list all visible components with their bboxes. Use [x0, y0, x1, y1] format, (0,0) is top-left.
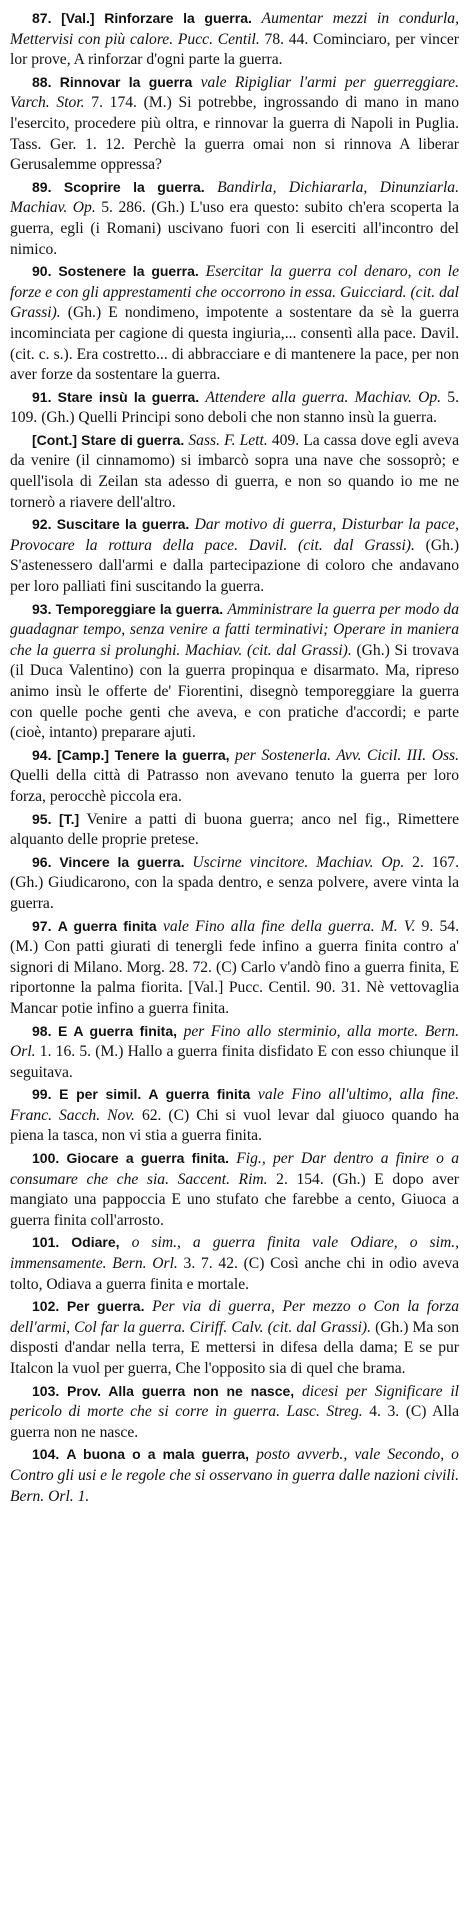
entry-number: 100.: [32, 1150, 60, 1167]
entry-91: [10, 387, 459, 429]
entry-definition: Aumentar mezzi in condurla, Mettervisi con più calore. Pucc. Centil.: [10, 10, 459, 48]
entry-citation: (Gh.) S'astenessero dall'armi e dalla partecipazione di coloro che andavano per loro palliati fini suscitando la guerra.: [10, 536, 460, 596]
entry-number: 93.: [32, 600, 52, 617]
entry-headword: Giocare a guerra finita.: [66, 1150, 230, 1167]
entry-headword: Odiare,: [71, 1234, 120, 1251]
entry-90: [10, 261, 459, 386]
entry-citation: 9. 54. (M.) Con patti giurati di tenergli fede infino a guerra finita contro a' signori di Milano. Morg. 28. 72. (C) Carlo v'andò fino a guerra finita, E riportonne la palma fiorita. [Val.] Pucc. Centil. 90. 31. Nè vettovaglia Mancar potie infino a guerra finita.: [10, 917, 459, 1017]
entry-headword: Scoprire la guerra.: [63, 178, 205, 195]
entry-definition: Attendere alla guerra. Machiav. Op.: [205, 388, 442, 406]
entry-headword: [Camp.] Tenere la guerra,: [56, 746, 230, 763]
entry-definition: o sim., a guerra finita vale Odiare, o sim., immensamente. Bern. Orl.: [10, 1234, 460, 1273]
entry-headword: Suscitare la guerra.: [56, 516, 190, 533]
entry-101: [10, 1232, 459, 1295]
entry-headword: [Val.] Rinforzare la guerra.: [61, 10, 252, 26]
entry-number: 90.: [32, 263, 52, 280]
entry-number: 91.: [32, 388, 52, 405]
entry-headword: [Cont.] Stare di guerra.: [32, 431, 185, 448]
entry-headword: Stare insù la guerra.: [57, 388, 200, 405]
entry-number: 95.: [32, 810, 52, 827]
entry-citation: (Gh.) E nondimeno, impotente a sostentare da sè la guerra incominciata per cagione di questa ingiuria,... consentì alla pace. Davil. (cit. c. s.). Era costretto... di abbracciare e di mantenere la pace, per non aver forze da sostentare la guerra.: [10, 304, 460, 384]
entry-citation: 4. 3. (C) Alla guerra non ne nasce.: [10, 1403, 460, 1441]
entry-citation: 2. 154. (Gh.) E dopo aver mangiato una pappoccia E uno stufato che farebbe a cento, Giuoca a guerra finita coll'arrosto.: [10, 1170, 459, 1229]
entry-citation: 78. 44. Cominciaro, per vincer lor prove, A rinforzar d'ogni parte la guerra.: [10, 30, 459, 69]
entry-headword: Prov. Alla guerra non ne nasce,: [67, 1382, 295, 1399]
entry-104: [10, 1444, 459, 1507]
entry-number: 103.: [32, 1382, 60, 1399]
entry-94: [10, 745, 459, 808]
entry-definition: Esercitar la guerra col denaro, con le forze e con gli apprestamenti che occorrono in essa. Guicciard. (cit. dal Grassi).: [10, 263, 459, 322]
entry-number: 102.: [32, 1298, 60, 1315]
entry-100: [10, 1148, 459, 1231]
entry-citation: 3. 7. 42. (C) Così anche chi in odio aveva tolto, Odiava a guerra finita e mortale.: [10, 1255, 459, 1293]
entry-93: [10, 599, 459, 744]
entry-96: [10, 852, 459, 915]
entry-98: [10, 1021, 459, 1084]
entry-citation: 5. 286. (Gh.) L'uso era questo: subito ch'era scoperta la guerra, egli (i Romani) uscivano fuori con li eserciti all'incontro del nimico.: [10, 199, 459, 258]
entry-definition: Fig., per Dar dentro a finire o a consumare che che sia. Saccent. Rim.: [10, 1150, 460, 1188]
entry-91-cont: [10, 430, 459, 513]
entry-number: 104.: [32, 1446, 60, 1463]
entry-definition: Bandirla, Dichiararla, Dinunziarla. Machiav. Op.: [10, 178, 460, 217]
entry-definition: vale Fino all'ultimo, alla fine. Franc. Sacch. Nov.: [10, 1086, 459, 1124]
entry-headword: [T.]: [59, 810, 80, 827]
entry-definition: vale Ripigliar l'armi per guerreggiare. Varch. Stor.: [10, 73, 459, 112]
entry-95: [10, 809, 459, 851]
entry-definition: vale Fino alla fine della guerra. M. V.: [162, 917, 416, 935]
entry-definition: dicesi per Significare il pericolo di morte che si corre in guerra. Lasc. Streg.: [10, 1382, 459, 1421]
entry-definition: per Fino allo sterminio, alla morte. Bern. Orl.: [10, 1022, 459, 1061]
entry-citation: 1. 16. 5. (M.) Hallo a guerra finita disfidato E con esso chiunque il seguitava.: [10, 1043, 459, 1081]
entry-headword: A guerra finita: [57, 917, 157, 934]
entry-103: [10, 1381, 459, 1444]
entry-99: [10, 1084, 459, 1147]
entry-number: 99.: [32, 1086, 52, 1103]
entry-citation: 62. (C) Chi si vuol levar dal giuoco quando ha piena la tasca, non vi stia a guerra finita.: [10, 1106, 459, 1145]
entry-citation: 7. 174. (M.) Si potrebbe, ingrossando di mano in mano l'esercito, procedere più oltra, e rinnovar la guerra di Napoli in Puglia. Tass. Ger. 1. 12. Perchè la guerra omai non si rinnova A liberar Gerusalemme oppressa?: [10, 94, 460, 174]
entry-headword: Sostenere la guerra.: [58, 263, 199, 280]
entry-citation: 409. La cassa dove egli aveva da venire (il cinnamomo) si imbarcò sopra una nave che sossoprò; e quell'isola di Zeilan sta adesso di guerra, e non so quando io me ne tornerò a riavere dell'altro.: [10, 431, 459, 511]
entry-headword: Per guerra.: [66, 1298, 145, 1315]
entry-headword: Temporeggiare la guerra.: [55, 600, 224, 617]
entry-88: [10, 72, 459, 176]
entry-92: [10, 514, 459, 597]
entry-number: 89.: [32, 178, 52, 195]
entry-definition: Dar motivo di guerra, Disturbar la pace, Provocare la rottura della pace. Davil. (cit. dal Grassi).: [10, 516, 459, 554]
entry-citation: Quelli della città di Patrasso non avevano tenuto la guerra per loro forza, perocchè piccola era.: [10, 767, 459, 805]
entry-citation: (Gh.) Si trovava (il Duca Valentino) con la guerra propinqua e disarmato. Ma, ripreso animo insù le offerte de' Fiorentini, disegnò temporeggiare la guerra con quelle poche genti che aveva, e con pratiche d'accordi; e parte (cioè, intanto) preparare ajuti.: [10, 641, 459, 742]
entry-citation: Venire a patti di buona guerra; anco nel fig., Rimettere alquanto delle proprie pretese.: [10, 810, 459, 849]
entry-definition: Per via di guerra, Per mezzo o Con la forza dell'armi, Col far la guerra. Ciriff. Calv. (cit. dal Grassi).: [10, 1298, 459, 1336]
entry-citation: 2. 167. (Gh.) Giudicarono, con la spada dentro, e senza polvere, avere vinta la guerra.: [10, 853, 459, 912]
entry-102: [10, 1296, 459, 1379]
entry-citation: (Gh.) Ma son disposti d'andar nella terra, E mettersi in difesa della dama; E se pur Italcon la vuol per guerra, Che l'opposito sia di quel che brama.: [10, 1318, 459, 1377]
entry-number: 97.: [32, 917, 52, 934]
entry-97: [10, 916, 459, 1020]
entry-number: 96.: [32, 853, 52, 870]
entry-headword: A buona o a mala guerra,: [66, 1446, 250, 1463]
entry-definition: posto avverb., vale Secondo, o Contro gli usi e le regole che si osservano in guerra dalle nazioni civili. Bern. Orl. 1.: [10, 1446, 459, 1505]
entry-89: [10, 177, 459, 260]
entry-number: 98.: [32, 1022, 52, 1039]
entry-number: 87.: [32, 10, 52, 26]
entry-87: [10, 8, 459, 71]
entry-definition: Uscirne vincitore. Machiav. Op.: [192, 853, 405, 871]
entry-number: 101.: [32, 1234, 60, 1251]
entry-definition: Amministrare la guerra per modo da guadagnar tempo, senza venire a fatti terminativi; Operare in maniera che la guerra si prolunghi. Machiav. (cit. dal Grassi).: [10, 600, 460, 659]
entry-number: 88.: [32, 73, 52, 90]
entry-headword: E A guerra finita,: [58, 1022, 177, 1039]
entry-headword: E per simil. A guerra finita: [59, 1086, 251, 1103]
entry-headword: Rinnovar la guerra: [59, 73, 193, 90]
entry-citation: 5. 109. (Gh.) Quelli Principi sono deboli che non stanno insù la guerra.: [10, 388, 459, 427]
entry-definition: Sass. F. Lett.: [188, 431, 268, 449]
entry-definition: per Sostenerla. Avv. Cicil. III. Oss.: [235, 746, 459, 764]
entry-number: 92.: [32, 516, 52, 533]
entry-headword: Vincere la guerra.: [59, 853, 185, 870]
entry-number: 94.: [32, 746, 52, 763]
